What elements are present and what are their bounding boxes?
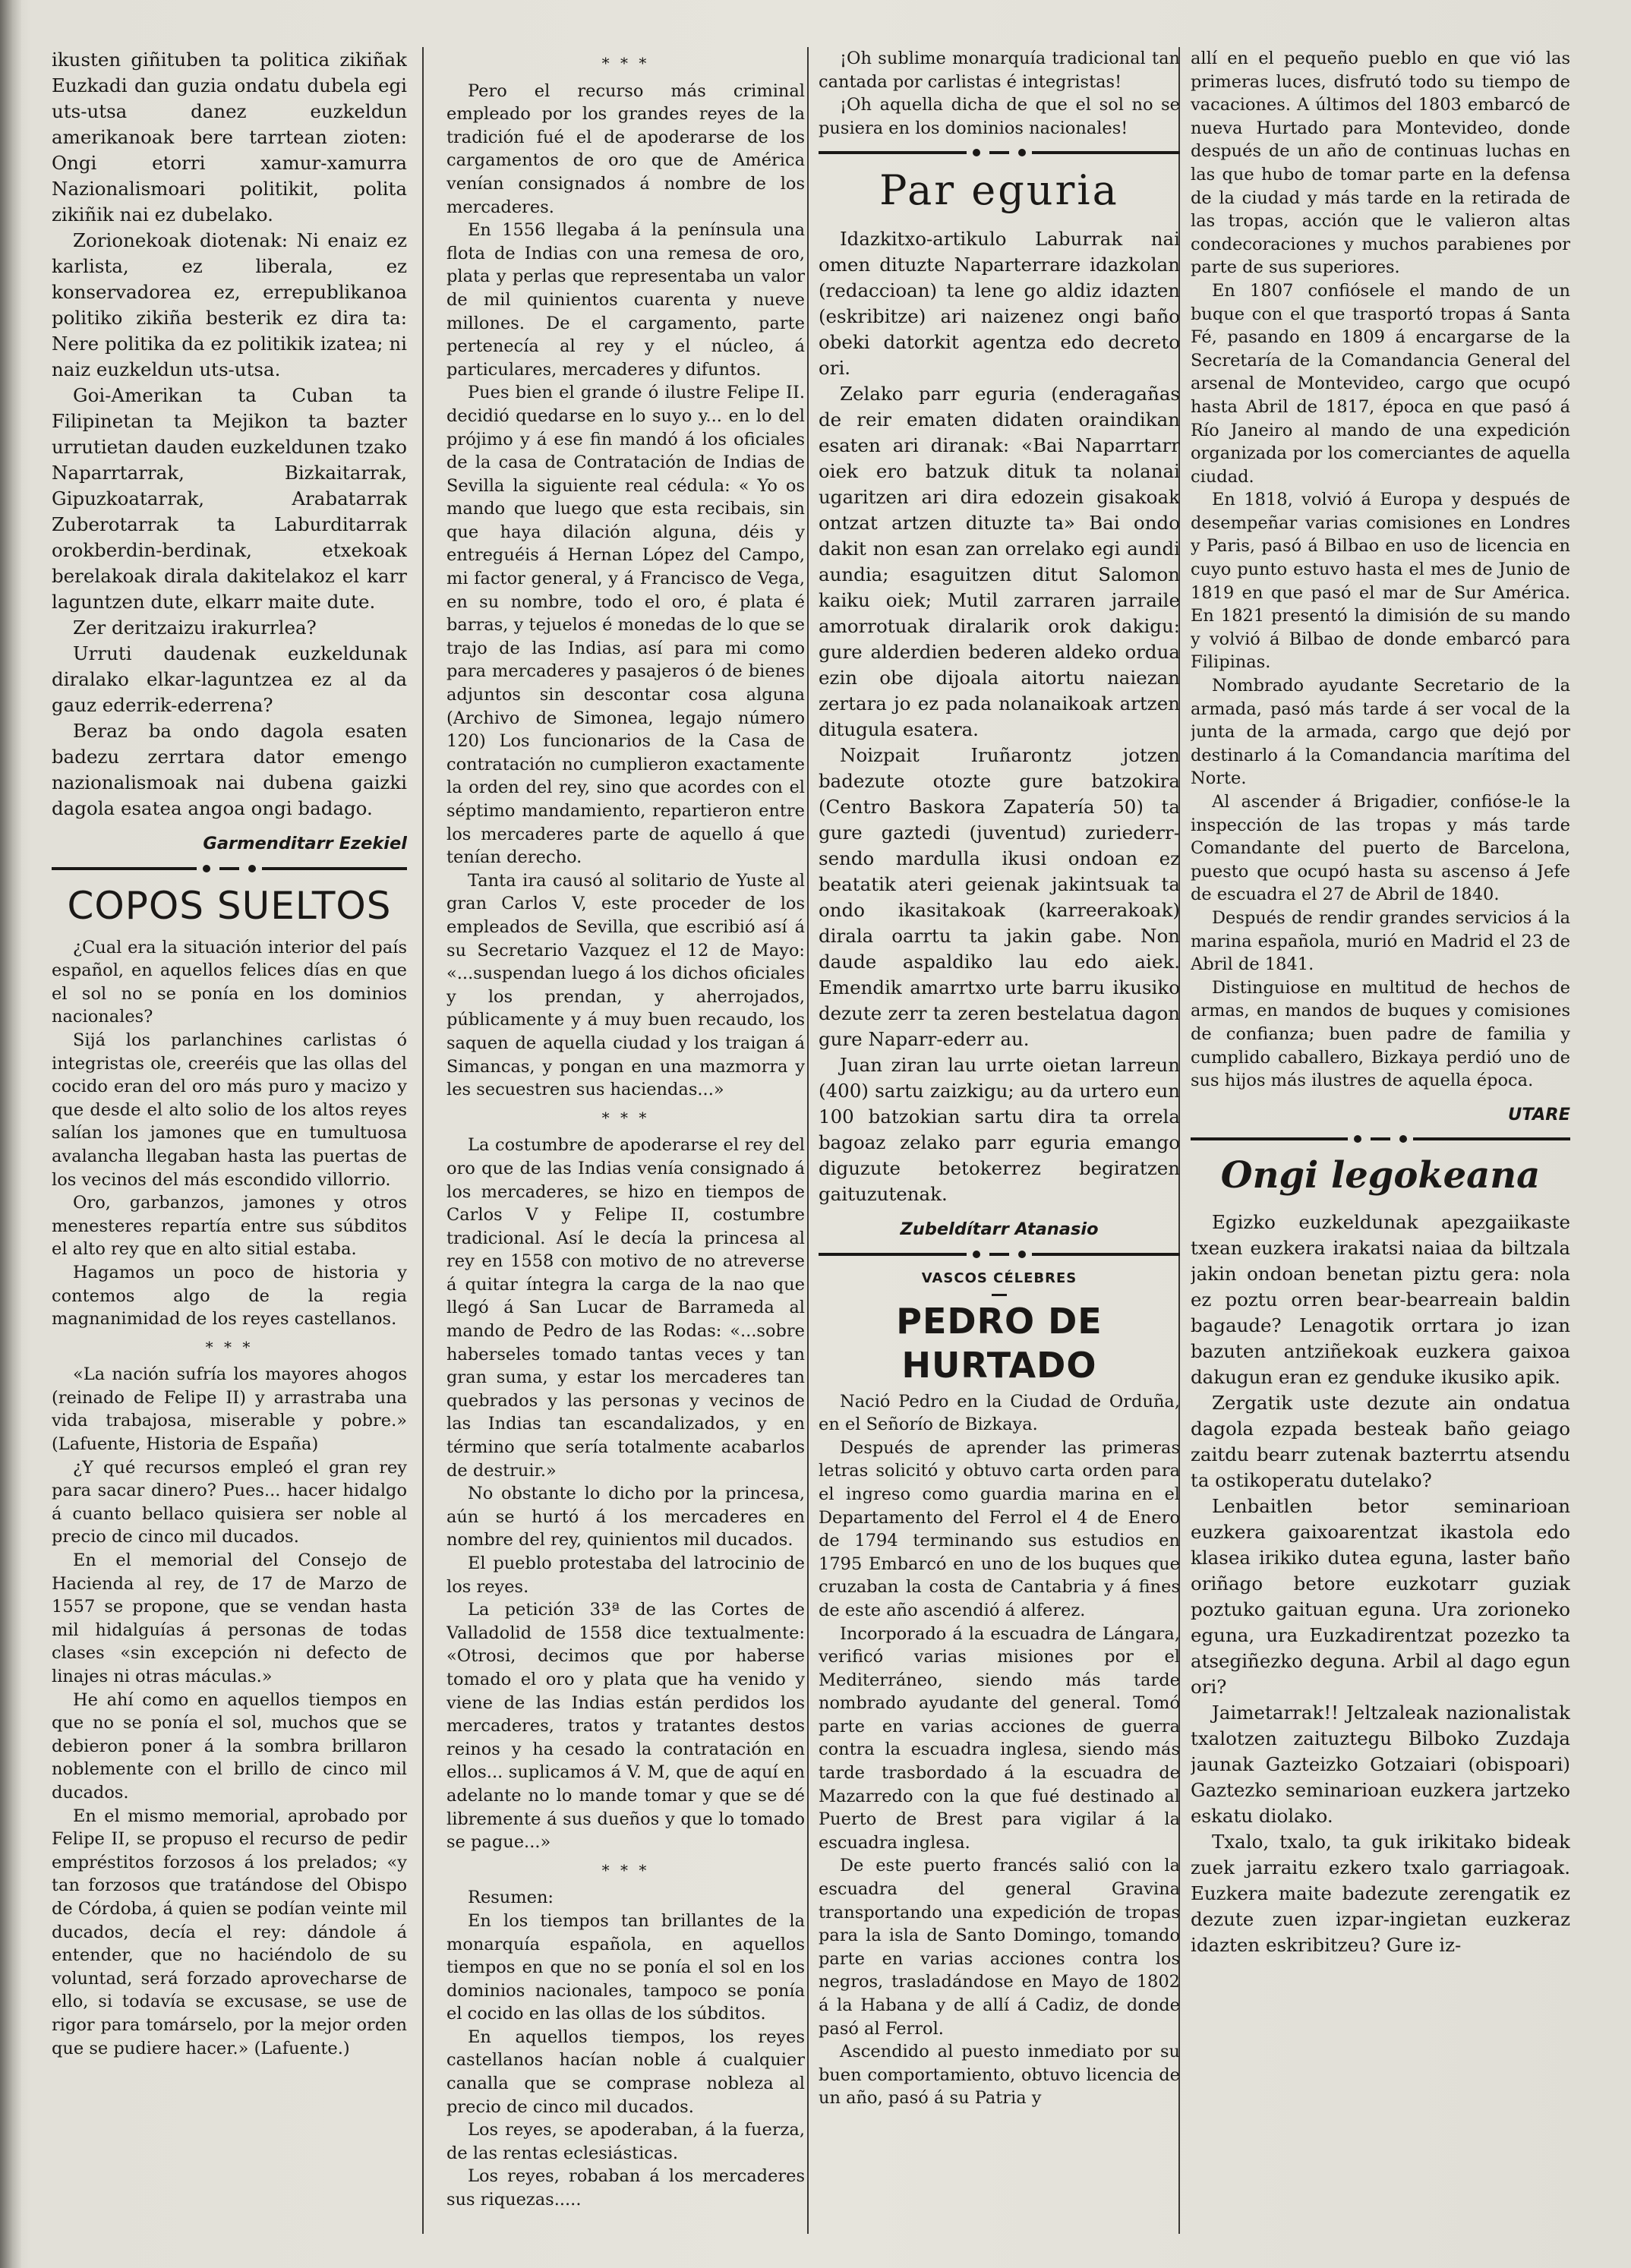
section-kicker: VASCOS CÉLEBRES [921, 1270, 1077, 1286]
article-paragraph: Zer deritzaizu irakurrlea? [73, 617, 317, 639]
article-paragraph: La petición 33ª de las Cortes de Valladolid de 1558 dice textualmente: «Otrosi, decimos que por haberse tomado el oro y plata que ha venido y viene de las Indias están perdidos los mercaderes, tratos y tratantes destos reinos y ha cesado la contratación en ellos... suplicamos á V. M, que de aquí en adelante no lo mande tomar y que se dé libremente á sus dueños y que lo tomado se pague...» [446, 1600, 805, 1853]
article-headline: Ongi legokeana [1220, 1154, 1541, 1197]
article-paragraph: Goi-Amerikan ta Cuban ta Filipinetan ta Mejikon ta bazter urrutietan dauden euzkeldunen tzako Naparrtarrak, Bizkaitarrak, Gipuzkoatarrak, Arabatarrak Zuberotarrak ta Laburditarrak orokberdin-berdinak, etxekoak berelakoak dirala dakitelakoz el karr laguntzen dute, elkarr maite dute. [52, 384, 407, 613]
article-paragraph: allí en el pequeño pueblo en que vió las primeras luces, disfrutó todo su tiempo de vacaciones. A últimos del 1803 embarcó de nueva Hurtado para Montevideo, donde después de un año de continuas luchas en las que hubo de tomar parte en la defensa de la ciudad y más tarde en la retirada de las tropas, acción que le valieron altas condecoraciones y muchos parabienes por parte de sus superiores. [1191, 49, 1570, 278]
article-paragraph: Oro, garbanzos, jamones y otros menesteres repartía entre sus súbditos el alto rey que en alto sitial estaba. [52, 1193, 407, 1260]
article-paragraph: Juan ziran lau urrte oietan larreun (400) sartu zaizkigu; au da urtero eun 100 batzokian sartu dira ta orrela bagoaz zelako parr eguria emango diguzute betokerrez begiratzen gaituzutenak. [819, 1054, 1180, 1206]
article-paragraph: De este puerto francés salió con la escuadra del general Gravina transportando una expedición de tropas para la isla de Santo Domingo, tomando parte en varias acciones contra los negros, trasladándose en Mayo de 1802 á la Habana y de allí á Cadiz, de donde pasó al Ferrol. [819, 1856, 1180, 2039]
section-ornament: * * * [205, 1337, 254, 1356]
article-paragraph: Idazkitxo-artikulo Laburrak nai omen dituzte Naparterrare idazkolan (redaccioan) ta lene go aldiz idazten (eskribitze) ari naizenez ongi baño obeki datorkit agentza edo decreto ori. [819, 228, 1180, 380]
article-paragraph: Jaimetarrak!! Jeltzaleak nazionalistak txalotzen zaituztegu Bilboko Zuzdaja jaunak Gazteizko Gotzaiari (obispoari) Gaztezko seminarioan euzkera jartzeko eskatu diolako. [1191, 1702, 1570, 1828]
article-paragraph: Zelako parr eguria (enderagañas de reir ematen didaten oraindikan esaten ari diranak: «Bai Naparrtarr oiek ero batzuk dituk ta nolanai ugaritzen ari dira edozein gisakoak ontzat artzen dituzte ta» Bai ondo dakit non esan zan orrelako egi aundi aundia; esaguitzen ditut Salomon kaiku oiek; Mutil zarraren jarraile amorrotuak diralarik orok dakigu: gure alderdien bederen aldeko ordua ezin obe dijoala aitortu naiezan zertara jo ez pada nolanaikoak artzen ditugula esatera. [819, 383, 1180, 741]
article-paragraph: Resumen: [468, 1888, 554, 1908]
article-paragraph: Tanta ira causó al solitario de Yuste al gran Carlos V, este proceder de los empleados de Sevilla, que escribió así á su Secretario Vazquez el 12 de Mayo: «...suspendan luego á los dichos oficiales y los prendan, y aherrojados, públicamente y á muy buen recaudo, los saquen de aquella ciudad y los traigan á Simancas, y pongan en una mazmorra y les secuestren sus haciendas...» [446, 870, 805, 1100]
article-paragraph: Ascendido al puesto inmediato por su buen comportamiento, obtuvo licencia de un año, pasó á su Patria y [819, 2042, 1180, 2109]
column-4 [1191, 47, 1570, 2241]
article-paragraph: No obstante lo dicho por la princesa, aún se hurtó á los mercaderes en nombre del rey, quinientos mil ducados. [446, 1484, 805, 1550]
article-paragraph: Zorionekoak diotenak: Ni enaiz ez karlista, ez liberala, ez konservadorea ez, errepublikanoa politiko zikiña besterik ez dira ta: Nere politika da ez politikik izatea; ni naiz euzkeldun uts-utsa. [52, 229, 407, 380]
article-paragraph: Urruti daudenak euzkeldunak diralako elkar-laguntzea ez al da gauz ederrik-ederrena? [52, 642, 407, 716]
article-paragraph: Nació Pedro en la Ciudad de Orduña, en el Señorío de Bizkaya. [819, 1391, 1180, 1435]
article-paragraph: Al ascender á Brigadier, confióse-le la inspección de las tropas y más tarde Comandante del puerto de Barcelona, puesto que ocupó hasta su ascenso á Jefe de escuadra el 27 de Abril de 1840. [1191, 792, 1570, 905]
article-paragraph: La costumbre de apoderarse el rey del oro que de las Indias venía consignado á los mercaderes, se hizo en tiempos de Carlos V y Felipe II, costumbre tradicional. Así le decía la princesa al rey en 1558 con motivo de no atreverse á quitar íntegra la carga de la nao que llegó á San Lucar de Barrameda al mando de Pedro de las Rodas: «...sobre haberseles tomado tantas veces y tan gran suma, y estar los mercaderes tan quebrados y las personas y vecinos de las Indias tan escandalizados, y en término que sería totalmente acabarlos de destruir.» [446, 1135, 805, 1481]
article-paragraph: Sijá los parlanchines carlistas ó integristas ole, creeréis que las ollas del cocido eran del oro más puro y macizo y que desde el alto solio de los altos reyes salían los jamones que en tumultuosa avalancha llegaban hasta las puertas de los vecinos del más escondido villorrio. [52, 1030, 407, 1190]
article-paragraph: En el memorial del Consejo de Hacienda al rey, de 17 de Marzo de 1557 se propone, que se vendan hasta mil hidalguías á personas de todas clases «sin excepción ni defecto de linajes ni otras máculas.» [52, 1550, 407, 1686]
article-paragraph: En 1818, volvió á Europa y después de desempeñar varias comisiones en Londres y Paris, pasó á Bilbao en uso de licencia en cuyo punto estuvo hasta el mes de Junio de 1819 en que pasó el mar de Sur América. En 1821 presentó la dimisión de su mando y volvió á Bilbao de donde embarcó para Filipinas. [1191, 490, 1570, 673]
page-binding-edge [0, 0, 21, 2268]
article-signature: Zubeldítarr Atanasio [900, 1219, 1099, 1240]
article-headline: COPOS SUELTOS [67, 883, 392, 928]
column-rule [807, 47, 809, 2234]
article-paragraph: Beraz ba ondo dagola esaten badezu zerrtara dator emengo nazionalismoak nai dubena gaizki dagola esatea angoa ongi badago. [52, 720, 407, 819]
article-paragraph: He ahí como en aquellos tiempos en que no se ponía el sol, muchos que se debieron poner á la sombra brillaron noblemente con el brillo de cinco mil ducados. [52, 1689, 407, 1803]
article-paragraph: Incorporado á la escuadra de Lángara, verificó varias misiones por el Mediterráneo, siendo más tarde nombrado ayudante del general. Tomó parte en varias acciones de guerra contra la escuadra inglesa, siendo más tarde trasbordado á la escuadra de Mazarredo con la que fué destinado al Puerto de Brest para vigilar á la escuadra inglesa. [819, 1623, 1180, 1853]
article-paragraph: ¡Oh aquella dicha de que el sol no se pusiera en los dominios nacionales! [819, 95, 1180, 138]
article-paragraph: Pues bien el grande ó ilustre Felipe II. decidió quedarse en lo suyo y... en lo del prójimo y á ese fin mandó á los oficiales de la casa de Contratación de Indias de Sevilla la siguiente real cédula: « Yo os mando que luego que esta recibais, sin que haya dilación alguna, déis y entreguéis á Hernan López del Campo, mi factor general, y á Francisco de Vega, en su nombre, todo el oro, é plata é barras, y tejuelos é monedas de lo que se trajo de las Indias, así para mi como para mercaderes y pasajeros ó de bienes adjuntos sin descontar cosa alguna (Archivo de Simonea, legajo número 120) Los funcionarios de la Casa de contratación no cumplieron exactamente la orden del rey, sino que acordes con el séptimo mandamiento, repartieron entre los mercaderes parte de aquello á que tenían derecho. [446, 383, 805, 868]
column-3 [819, 47, 1180, 2241]
article-paragraph: ikusten giñituben ta politica zikiñak Euzkadi dan guzia ondatu dubela egi uts-utsa danez euzkeldun amerikanoak bere tarrtean zioten: Ongi etorri xamur-xamurra Nazionalismoari politikit, polita zikiñik nai ez dubelako. [52, 49, 407, 226]
section-divider [52, 865, 407, 872]
article-headline: PEDRO DE HURTADO [896, 1300, 1103, 1386]
article-paragraph: «La nación sufría los mayores ahogos (reinado de Felipe II) y arrastraba una vida trabajosa, miserable y pobre.» (Lafuente, Historia de España) [52, 1364, 407, 1455]
article-paragraph: Los reyes, se apoderaban, á la fuerza, de las rentas eclesiásticas. [446, 2120, 805, 2163]
section-ornament: * * * [601, 1860, 650, 1879]
article-paragraph: En aquellos tiempos, los reyes castellanos hacían noble á cualquier canalla que se comprase nobleza al precio de cinco mil ducados. [446, 2027, 805, 2117]
section-divider [819, 1251, 1180, 1258]
article-paragraph: Noizpait Iruñarontz jotzen badezute otozte gure batzokira (Centro Baskora Zapatería 50) ta gure gaztedi (juventud) zuriederr-sendo mardulla ikusi ondoan ez beatatik ateri geienak jakintsuak ta ondo ikasitakoak (karreerakoak) dirala oarrtu ta jakin gabe. Non daude aspaldiko lau edo aiek. Emendik amarrtxo urte barru ikusiko dezute zerr ta zeren bestelatua dagon gure Naparr-ederr au. [819, 744, 1180, 1051]
article-paragraph: Los reyes, robaban á los mercaderes sus riquezas..... [446, 2166, 805, 2210]
article-paragraph: En el mismo memorial, aprobado por Felipe II, se propuso el recurso de pedir empréstitos forzosos á los prelados; «y tan forzosos que tratándose del Obispo de Córdoba, á quien se podían veinte mil ducados, decía el rey: dándole á entender, que no haciéndolo de su voluntad, será forzado aprovecharse de ello, si todavía se excusase, se use de rigor para tomárselo, por la mejor orden que se pudiere hacer.» (Lafuente.) [52, 1806, 407, 2058]
article-paragraph: ¡Oh sublime monarquía tradicional tan cantada por carlistas é integristas! [819, 49, 1180, 92]
article-paragraph: Pero el recurso más criminal empleado por los grandes reyes de la tradición fué el de apoderarse de los cargamentos de oro que de América venían consignados á nombre de los mercaderes. [446, 80, 805, 217]
article-paragraph: En 1807 confiósele el mando de un buque con el que trasportó tropas á Santa Fé, pasando en 1809 á encargarse de la Secretaría de la Comandancia General del arsenal de Montevideo, cargo que ocupó hasta Abril de 1817, época en que pasó á Río Janeiro al mando de una expedición organizada por los comerciantes de aquella ciudad. [1191, 280, 1570, 487]
article-signature: Garmenditarr Ezekiel [203, 834, 407, 853]
article-paragraph: Después de aprender las primeras letras solicitó y obtuvo carta orden para el ingreso como guardia marina en el Departamento del Ferrol el 4 de Enero de 1794 terminando sus estudios en 1795 Embarcó en uno de los buques que cruzaban la costa de Cantabria y á fines de este año ascendió á alferez. [819, 1437, 1180, 1620]
article-paragraph: ¿Cual era la situación interior del país español, en aquellos felices días en que el sol no se ponía en los dominios nacionales? [52, 937, 407, 1027]
article-paragraph: Txalo, txalo, ta guk irikitako bideak zuek jarraitu ezkero txalo garriagoak. Euzkera maite badezute zerengatik ez dezute zuen izpar-ingietan euzkeraz idazten eskribitzeu? Gure iz- [1191, 1831, 1570, 1957]
column-2 [446, 47, 805, 2241]
section-ornament: * * * [601, 54, 650, 72]
kicker-rule [992, 1294, 1007, 1296]
article-paragraph: ¿Y qué recursos empleó el gran rey para sacar dinero? Pues... hacer hidalgo á cuanto bellaco quisiera ser noble al precio de cinco mil ducados. [52, 1457, 407, 1547]
article-paragraph: Hagamos un poco de historia y contemos algo de la regia magnanimidad de los reyes castellanos. [52, 1262, 407, 1330]
section-divider [819, 149, 1180, 156]
article-paragraph: Lenbaitlen betor seminarioan euzkera gaixoarentzat ikastola edo klasea irikiko dutea eguna, laster baño oriñago betore euzkotarr guziak poztuko gaituan eguna. Ura zorioneko eguna, ura Euzkadirentzat pozezko ta atsegiñezko deguna. Arbil al dago egun ori? [1191, 1495, 1570, 1699]
section-divider [1191, 1135, 1570, 1143]
section-ornament: * * * [601, 1108, 650, 1127]
article-headline: Par eguria [879, 166, 1119, 215]
article-paragraph: En los tiempos tan brillantes de la monarquía española, en aquellos tiempos en que no se ponía el sol en los dominios nacionales, tampoco se ponía el cocido en las ollas de los súbditos. [446, 1910, 805, 2024]
article-paragraph: Nombrado ayudante Secretario de la armada, pasó más tarde á ser vocal de la junta de la armada, cargo que dejó por destinarlo á la Comandancia marítima del Norte. [1191, 676, 1570, 789]
article-paragraph: Distinguiose en multitud de hechos de armas, en mandos de buques y comisiones de confianza; buen padre de familia y cumplido caballero, Bizkaya perdió uno de sus hijos más ilustres de aquella época. [1191, 977, 1570, 1091]
article-paragraph: El pueblo protestaba del latrocinio de los reyes. [446, 1554, 805, 1597]
article-paragraph: Egizko euzkeldunak apezgaiikaste txean euzkera irakatsi naiaa da biltzala jakin ondoan benetan piztu gera: nola ez poztu orren bear-bearreain baldin bagaude? Lenagotik orrtara jo izan bazuten antziñekoak euzkera gaixoa dakugun eran ez genduke ikusiko apik. [1191, 1211, 1570, 1389]
column-1 [52, 47, 407, 2241]
article-paragraph: Después de rendir grandes servicios á la marina española, murió en Madrid el 23 de Abril de 1841. [1191, 907, 1570, 975]
article-paragraph: Zergatik uste dezute ain ondatua dagola ezpada besteak baño geiago zaitdu bearr zutenak bazterrtu atsendu ta ostikoperatu dutelako? [1191, 1392, 1570, 1492]
article-paragraph: En 1556 llegaba á la península una flota de Indias con una remesa de oro, plata y perlas que representaba un valor de mil quinientos cuarenta y nueve millones. De el cargamento, parte pertenecía al rey y el núcleo, á particulares, mercaderes y difuntos. [446, 220, 805, 380]
article-signature: UTARE [1508, 1104, 1570, 1125]
column-rule [422, 47, 424, 2234]
